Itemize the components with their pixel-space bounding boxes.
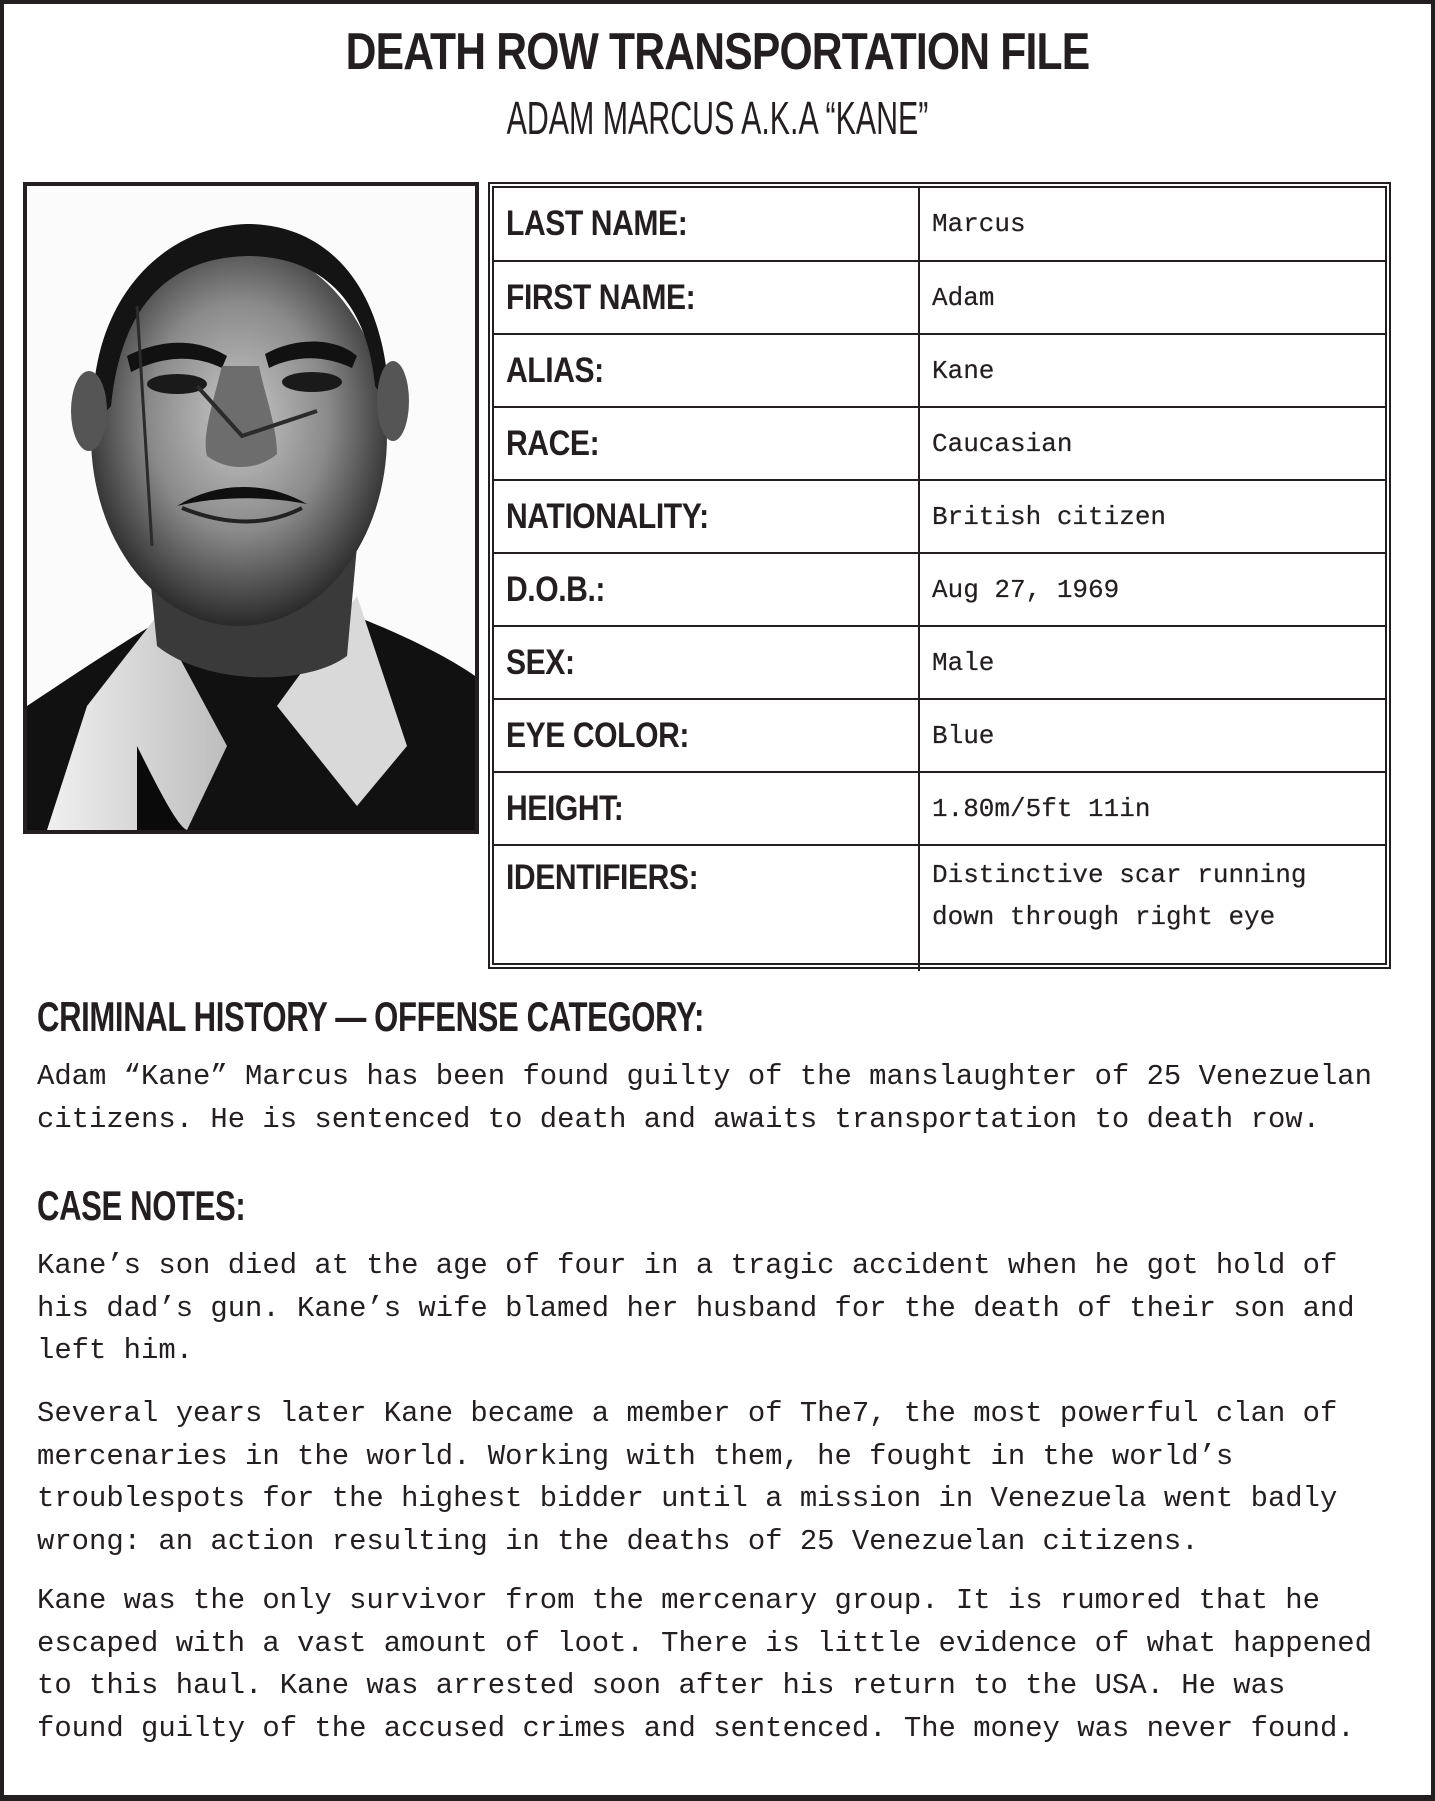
sex-value: Male	[932, 647, 995, 678]
profile-row-identifiers	[494, 845, 1385, 971]
criminal-history-text: Adam “Kane” Marcus has been found guilty of the manslaughter of 25 Venezuelan citizens. He is sentenced to death and awaits transportation to death row.	[37, 1060, 1372, 1136]
race-label: RACE:	[506, 423, 600, 463]
mugshot-photo	[23, 182, 479, 834]
criminal-history-heading: CRIMINAL HISTORY — OFFENSE CATEGORY:	[37, 993, 705, 1040]
case-notes-heading: CASE NOTES:	[37, 1182, 246, 1229]
profile-row-eye-color	[494, 699, 1385, 772]
profile-table	[488, 182, 1391, 969]
dob-label: D.O.B.:	[506, 569, 605, 609]
race-value: Caucasian	[932, 428, 1073, 459]
nationality-value: British citizen	[932, 501, 1167, 532]
document-title: DEATH ROW TRANSPORTATION FILE	[345, 23, 1090, 81]
alias-value: Kane	[932, 355, 995, 386]
profile-row-height	[494, 772, 1385, 845]
nationality-label: NATIONALITY:	[506, 496, 709, 536]
identifiers-value: Distinctive scar running down through right eye	[932, 860, 1307, 932]
height-label: HEIGHT:	[506, 788, 624, 828]
profile-row-race	[494, 407, 1385, 480]
last-name-value: Marcus	[932, 209, 1026, 239]
height-value: 1.80m/5ft 11in	[932, 793, 1151, 824]
profile-row-sex	[494, 626, 1385, 699]
profile-row-dob	[494, 553, 1385, 626]
case-notes-paragraph: Several years later Kane became a member of The7, the most powerful clan of mercenaries in the world. Working with them, he fought in the world’s troublespots for the highest bidder until a mission in Venezuela went badly wrong: an action resulting in the deaths of 25 Venezuelan citizens.	[37, 1397, 1338, 1558]
profile-row-last-name	[494, 188, 1385, 261]
document-subtitle: ADAM MARCUS A.K.A “KANE”	[506, 92, 929, 144]
dob-value: Aug 27, 1969	[932, 574, 1120, 605]
case-notes-paragraph: Kane’s son died at the age of four in a tragic accident when he got hold of his dad’s gun. Kane’s wife blamed her husband for the death of their son and left him.	[37, 1249, 1355, 1367]
case-notes-paragraph: Kane was the only survivor from the mercenary group. It is rumored that he escaped with a vast amount of loot. There is little evidence of what happened to this haul. Kane was arrested soon after his return to the USA. He was found guilty of the accused crimes and sentenced. The money was never found.	[37, 1584, 1372, 1745]
first-name-label: FIRST NAME:	[506, 277, 696, 317]
eye-color-label: EYE COLOR:	[506, 715, 690, 755]
profile-row-first-name	[494, 261, 1385, 334]
eye-color-value: Blue	[932, 720, 995, 751]
identifiers-label: IDENTIFIERS:	[506, 858, 699, 897]
portrait-image	[27, 186, 475, 830]
profile-row-nationality	[494, 480, 1385, 553]
first-name-value: Adam	[932, 282, 995, 313]
sex-label: SEX:	[506, 642, 575, 682]
alias-label: ALIAS:	[506, 350, 604, 390]
last-name-label: LAST NAME:	[506, 204, 688, 243]
profile-row-alias	[494, 334, 1385, 407]
